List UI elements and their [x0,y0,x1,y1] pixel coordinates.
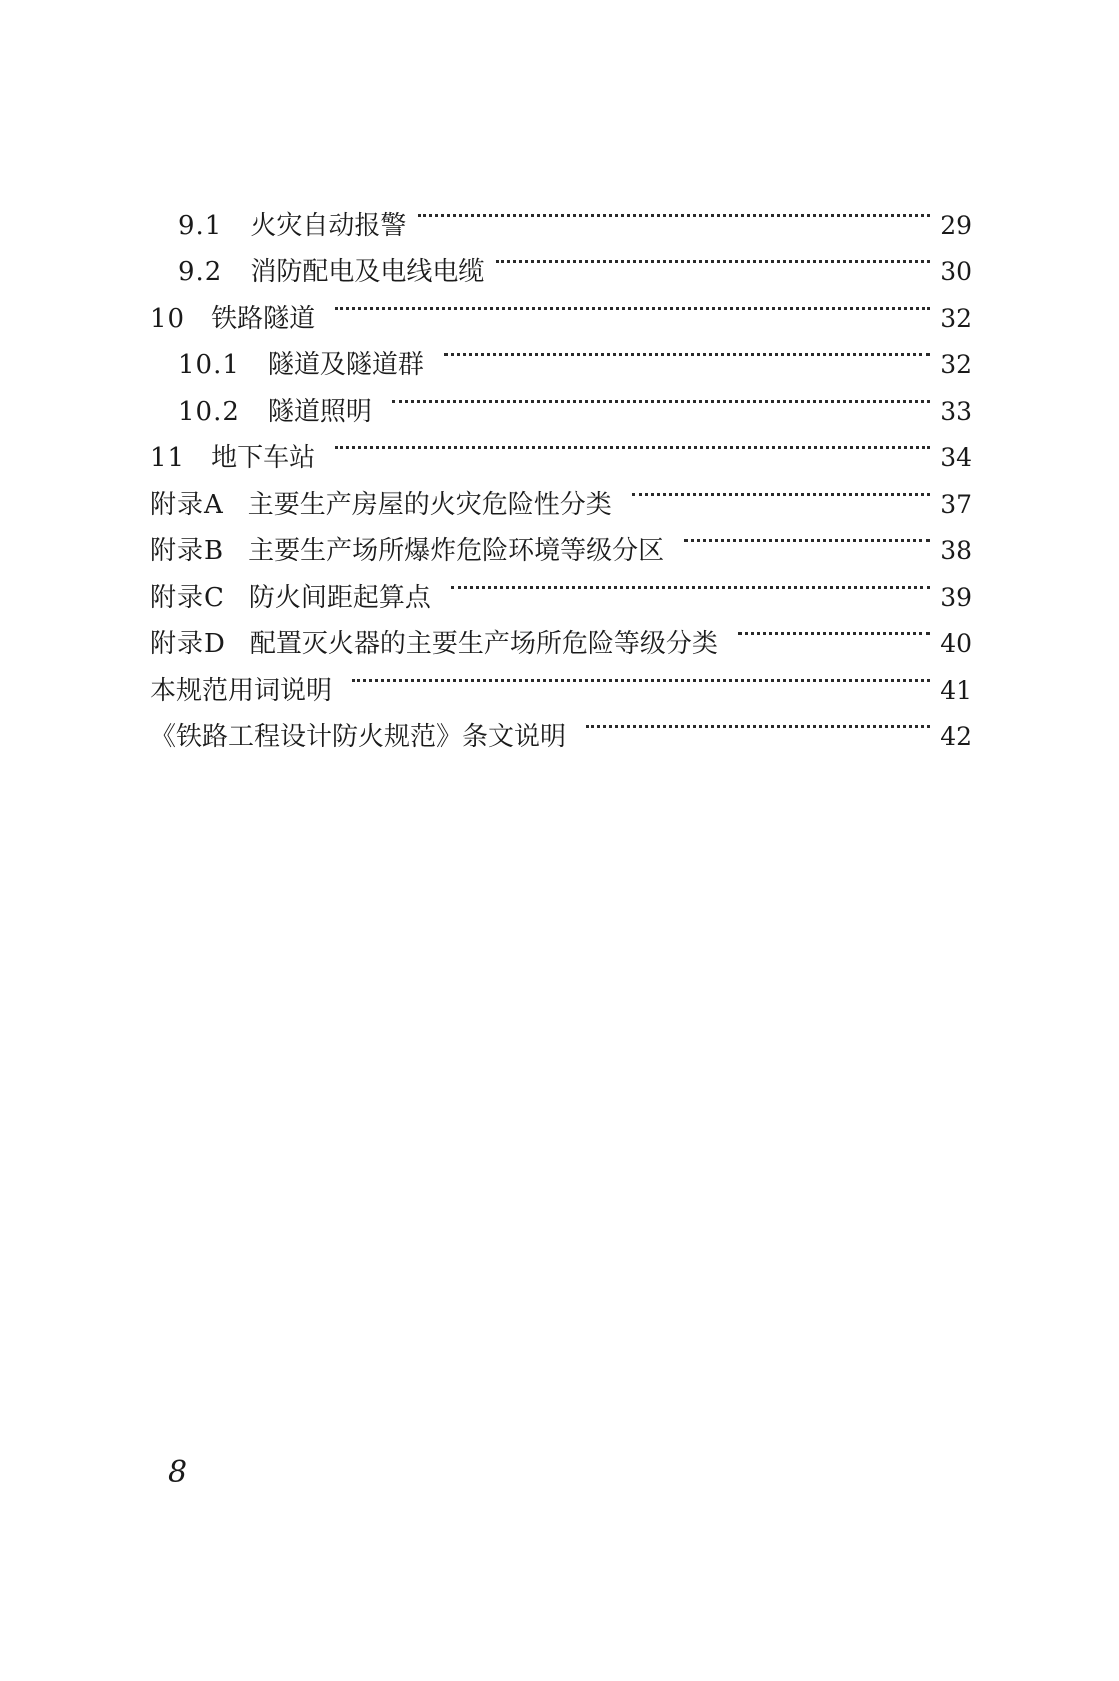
dot-leader [444,327,930,374]
toc-entry-page: 34 [940,443,972,472]
toc-entry-page: 30 [940,257,972,286]
toc-entry-title: 主要生产场所爆炸危险环境等级分区 [248,536,665,566]
toc-entry-page: 37 [940,489,972,519]
toc-entry-title: 消防配电及电线电缆 [250,257,485,287]
dot-leader [738,606,930,653]
dot-leader [418,187,930,234]
toc-entry-number: 附录A [150,489,224,520]
toc-entry-title: 地下车站 [211,443,316,473]
toc-entry-title: 铁路隧道 [211,303,316,334]
toc-entry-number: 10.1 [178,350,240,380]
toc-entry-title: 火灾自动报警 [250,210,407,241]
toc-entry-title: 隧道照明 [267,396,372,427]
dot-leader [451,559,930,606]
toc-entry-page: 41 [940,675,972,705]
dot-leader [392,373,930,420]
toc-entry-title: 配置灭火器的主要生产场所危险等级分类 [249,629,718,659]
toc-entry-title: 主要生产房屋的火灾危险性分类 [247,489,612,520]
dot-leader [352,652,930,699]
toc-entry-title: 《铁路工程设计防火规范》条文说明 [150,722,567,752]
toc-entry-page: 32 [940,350,972,379]
toc-entry-number: 11 [150,443,186,473]
toc-entry-page: 33 [940,396,972,426]
toc-entry-title: 本规范用词说明 [150,675,333,706]
toc-entry-page: 39 [940,582,972,612]
toc-entry-page: 40 [940,629,972,658]
toc-entry-number: 9.1 [178,210,223,241]
dot-leader [632,466,930,513]
toc-entry-title: 防火间距起算点 [248,582,431,613]
toc-entry-number: 附录D [150,629,226,659]
toc-entry-number: 10 [150,303,186,334]
toc-entry-page: 42 [940,722,972,751]
toc-entry-page: 29 [940,210,972,240]
toc-entry-number: 9.2 [178,257,223,287]
dot-leader [335,420,930,467]
dot-leader [335,280,930,327]
toc-entry-number: 附录C [150,582,225,613]
dot-leader [586,699,930,746]
page-number: 8 [168,1455,188,1490]
toc-entry-page: 32 [940,303,972,333]
dot-leader [684,513,930,560]
toc-entry-number: 10.2 [178,396,240,427]
toc-entry-title: 隧道及隧道群 [267,350,424,380]
table-of-contents [150,187,972,752]
dot-leader [496,234,930,281]
toc-entry-number: 附录B [150,536,225,566]
toc-entry-9-1[interactable] [150,187,972,241]
toc-entry-page: 38 [940,536,972,565]
